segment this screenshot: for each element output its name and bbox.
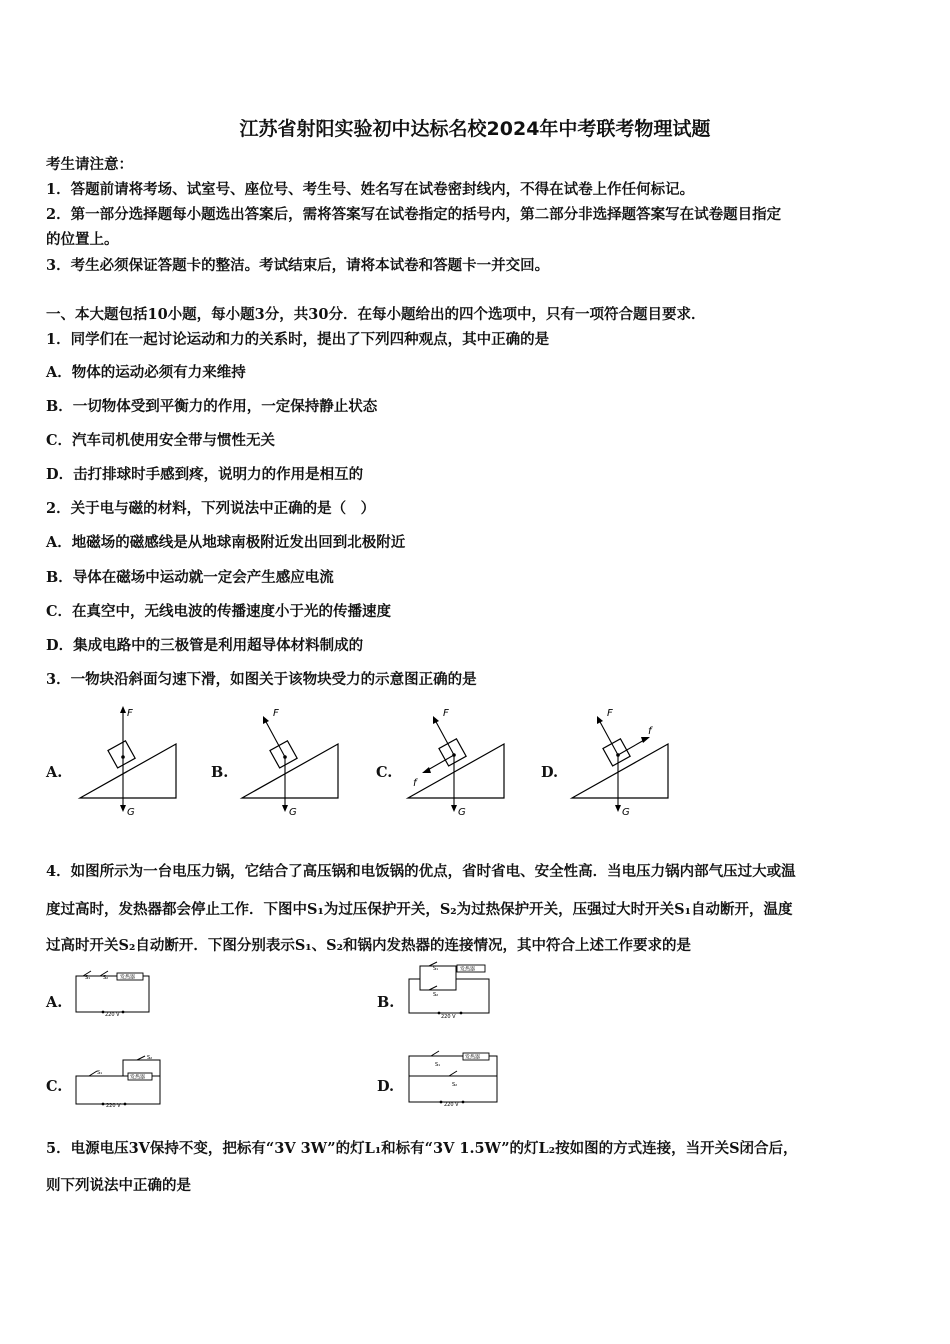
q1-option-d: D．击打排球时手感到疼，说明力的作用是相互的 (46, 466, 364, 483)
heater-label: 发热器 (120, 974, 136, 981)
q4-label-d: D. (377, 1078, 395, 1095)
q3-diagram-c (404, 702, 514, 824)
q3-label-c: C. (376, 764, 393, 781)
q3-label-d: D. (541, 764, 559, 781)
s2-label: S₂ (433, 992, 439, 998)
section-heading: 一、本大题包括10小题，每小题3分，共30分．在每小题给出的四个选项中，只有一项符合题目要求． (46, 306, 706, 323)
force-G-label: G (127, 807, 135, 818)
force-F-label: F (443, 708, 449, 719)
s1-label: S₁ (85, 975, 91, 981)
q3-diagram-d (568, 702, 678, 824)
voltage-label: 220 V (105, 1012, 120, 1018)
q4-label-b: B. (377, 994, 395, 1011)
notice-item: 2．第一部分选择题每小题选出答案后，需将答案写在试卷指定的括号内，第二部分非选择题答案写在试卷题目指定 (46, 206, 782, 223)
question-4-line: 4．如图所示为一台电压力锅，它结合了高压锅和电饭锅的优点，省时省电、安全性高．当电压力锅内部气压过大或温 (46, 863, 796, 880)
s1-label: S₁ (433, 966, 439, 972)
q3-label-a: A. (46, 764, 63, 781)
force-G-label: G (458, 807, 466, 818)
question-3-stem: 3．一物块沿斜面匀速下滑，如图关于该物块受力的示意图正确的是 (46, 671, 477, 688)
heater-label: 发热器 (465, 1054, 481, 1061)
q3-label-b: B. (211, 764, 229, 781)
force-G-label: G (289, 807, 297, 818)
force-G-label: G (622, 807, 630, 818)
s1-label: S₁ (97, 1070, 103, 1076)
question-5-line: 5．电源电压3V保持不变，把标有“3V 3W”的灯L₁和标有“3V 1.5W”的灯L₂按如图的方式连接，当开关S闭合后， (46, 1140, 798, 1157)
s2-label: S₂ (147, 1055, 153, 1061)
q3-diagram-a (76, 702, 186, 824)
notice-item: 1．答题前请将考场、试室号、座位号、考生号、姓名写在试卷密封线内，不得在试卷上作任何标记。 (46, 181, 695, 198)
notice-item: 的位置上。 (46, 231, 119, 248)
s1-label: S₁ (435, 1062, 441, 1068)
q4-label-a: A. (46, 994, 63, 1011)
q3-diagram-b (238, 702, 348, 824)
s2-label: S₂ (452, 1082, 458, 1088)
question-5-line: 则下列说法中正确的是 (46, 1177, 191, 1194)
q2-option-d: D．集成电路中的三极管是利用超导体材料制成的 (46, 637, 364, 654)
force-f-label: f (413, 778, 417, 789)
page-title: 江苏省射阳实验初中达标名校2024年中考联考物理试题 (239, 118, 711, 140)
q1-option-b: B．一切物体受到平衡力的作用，一定保持静止状态 (46, 398, 378, 415)
q2-option-c: C．在真空中，无线电波的传播速度小于光的传播速度 (46, 603, 392, 620)
heater-label: 发热器 (460, 966, 476, 973)
q4-circuit-b (405, 961, 495, 1019)
notice-item: 3．考生必须保证答题卡的整洁。考试结束后，请将本试卷和答题卡一并交回。 (46, 257, 550, 274)
q4-label-c: C. (46, 1078, 63, 1095)
force-F-label: F (127, 708, 133, 719)
q1-option-c: C．汽车司机使用安全带与惯性无关 (46, 432, 276, 449)
force-F-label: F (273, 708, 279, 719)
q4-circuit-c (73, 1050, 165, 1108)
force-F-label: F (607, 708, 613, 719)
question-4-line: 度过高时，发热器都会停止工作．下图中S₁为过压保护开关，S₂为过热保护开关，压强过大时开关S₁自动断开，温度 (46, 901, 793, 918)
voltage-label: 220 V (106, 1103, 121, 1108)
q4-circuit-a (73, 966, 153, 1018)
q2-option-a: A．地磁场的磁感线是从地球南极附近发出回到北极附近 (46, 534, 406, 551)
s2-label: S₂ (103, 975, 109, 981)
question-1-stem: 1．同学们在一起讨论运动和力的关系时，提出了下列四种观点，其中正确的是 (46, 331, 550, 348)
voltage-label: 220 V (441, 1014, 456, 1019)
q2-option-b: B．导体在磁场中运动就一定会产生感应电流 (46, 569, 334, 586)
q4-circuit-d (405, 1046, 501, 1108)
heater-label: 发热器 (130, 1074, 146, 1081)
force-f-label: f (648, 726, 652, 737)
question-4-line: 过高时开关S₂自动断开．下图分别表示S₁、S₂和锅内发热器的连接情况，其中符合上述工作要求的是 (46, 937, 691, 954)
question-2-stem: 2．关于电与磁的材料，下列说法中正确的是（ ） (46, 500, 376, 517)
voltage-label: 220 V (444, 1102, 459, 1108)
q1-option-a: A．物体的运动必须有力来维持 (46, 364, 246, 381)
notice-heading: 考生请注意： (46, 156, 133, 173)
